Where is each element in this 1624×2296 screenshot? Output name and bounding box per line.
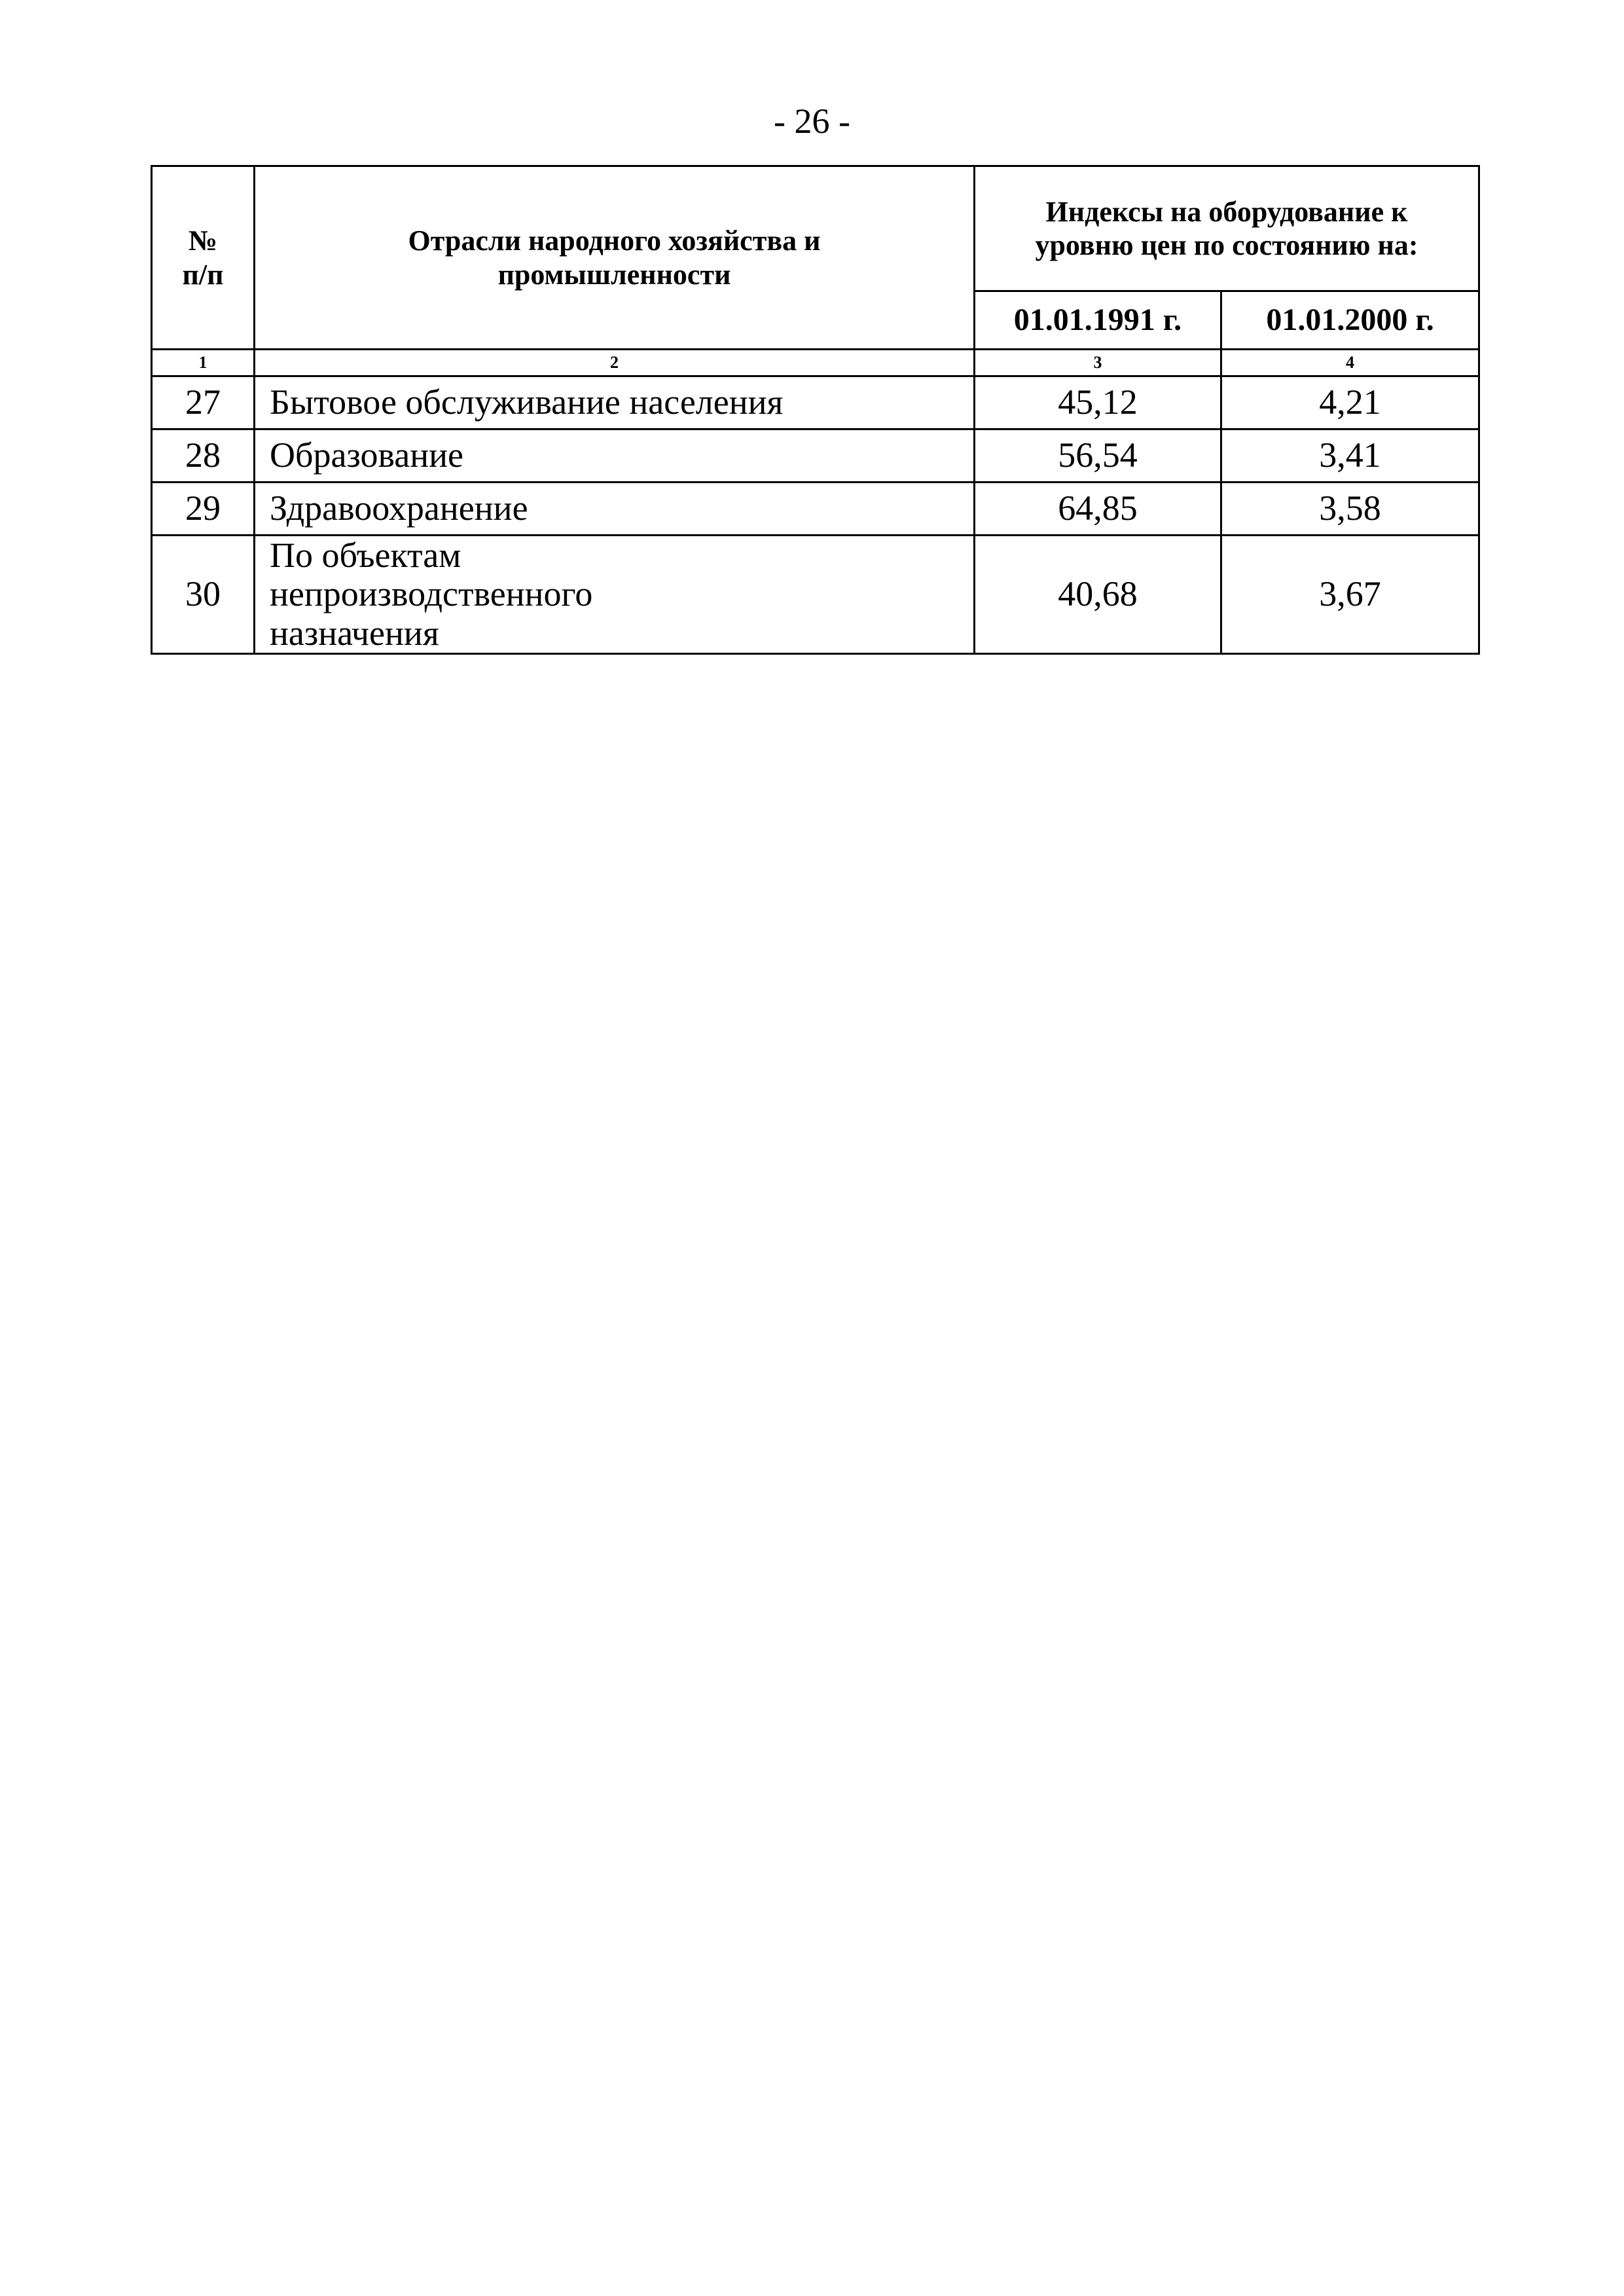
header-date-1991-label: 01.01.1991 г. <box>1013 302 1182 338</box>
column-number: 2 <box>255 350 975 376</box>
row-value-2000: 3,67 <box>1221 536 1479 654</box>
column-number: 3 <box>975 350 1221 376</box>
row-value-2000: 3,41 <box>1221 429 1479 483</box>
row-branch-name: Образование <box>255 429 975 483</box>
row-value-1991: 40,68 <box>975 536 1221 654</box>
header-date-2000 <box>1221 291 1479 350</box>
header-index-group <box>975 166 1479 291</box>
row-value-2000: 3,58 <box>1221 483 1479 536</box>
column-number: 4 <box>1221 350 1479 376</box>
header-number-col <box>152 166 255 350</box>
header-index-label: Индексы на оборудование к уровню цен по состоянию на: <box>1035 195 1418 261</box>
header-date-2000-label: 01.01.2000 г. <box>1266 302 1434 338</box>
index-table <box>151 165 1480 655</box>
row-branch-name: Здравоохранение <box>255 483 975 536</box>
row-branch-name: По объектам непроизводственного назначения <box>255 536 975 654</box>
header-branch-label: Отрасли народного хозяйства и промышленности <box>408 225 821 291</box>
row-number: 27 <box>152 376 255 429</box>
table-row <box>152 483 1479 536</box>
header-branch-col <box>255 166 975 350</box>
header-number-label: № п/п <box>182 225 224 291</box>
column-number: 1 <box>152 350 255 376</box>
table-row <box>152 376 1479 429</box>
page-number: - 26 - <box>774 101 850 141</box>
row-branch-name: Бытовое обслуживание населения <box>255 376 975 429</box>
row-value-1991: 64,85 <box>975 483 1221 536</box>
row-number: 28 <box>152 429 255 483</box>
table-row <box>152 536 1479 654</box>
row-value-1991: 56,54 <box>975 429 1221 483</box>
column-number-row <box>152 350 1479 376</box>
row-number: 29 <box>152 483 255 536</box>
row-number: 30 <box>152 536 255 654</box>
table-row <box>152 429 1479 483</box>
header-date-1991 <box>975 291 1221 350</box>
row-value-2000: 4,21 <box>1221 376 1479 429</box>
row-value-1991: 45,12 <box>975 376 1221 429</box>
